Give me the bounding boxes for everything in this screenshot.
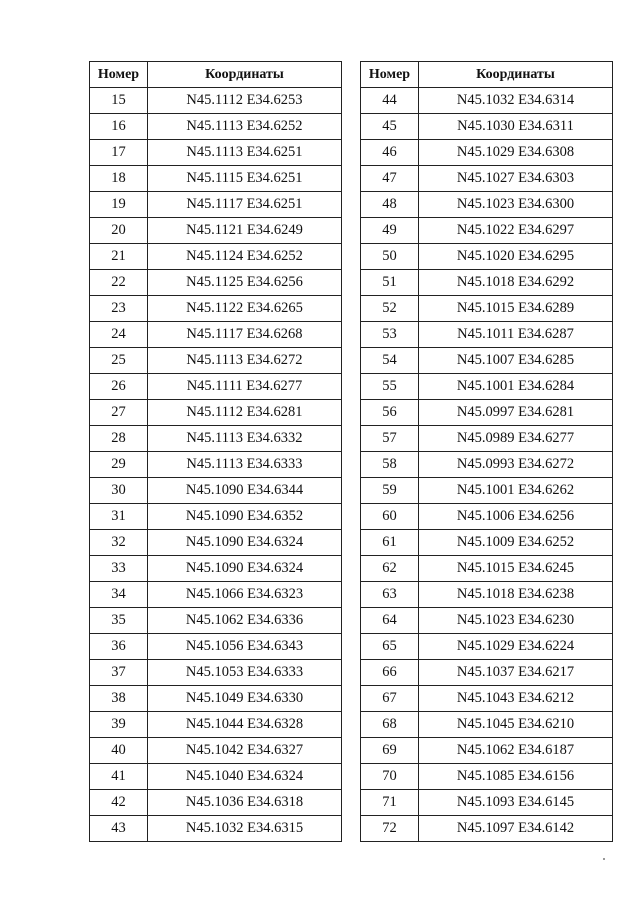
point-number: 31 [90, 504, 148, 530]
point-number: 67 [361, 686, 419, 712]
point-coordinates: N45.1018 E34.6292 [419, 270, 613, 296]
table-row [361, 140, 613, 166]
table-row [361, 270, 613, 296]
table-row [90, 712, 342, 738]
point-number: 29 [90, 452, 148, 478]
table-row [90, 426, 342, 452]
table-row [361, 88, 613, 114]
point-coordinates: N45.1066 E34.6323 [148, 582, 342, 608]
point-number: 27 [90, 400, 148, 426]
point-number: 23 [90, 296, 148, 322]
point-coordinates: N45.1043 E34.6212 [419, 686, 613, 712]
point-coordinates: N45.1032 E34.6315 [148, 816, 342, 842]
point-number: 63 [361, 582, 419, 608]
table-row [361, 608, 613, 634]
point-coordinates: N45.1097 E34.6142 [419, 816, 613, 842]
table-row [361, 712, 613, 738]
point-number: 55 [361, 374, 419, 400]
point-number: 26 [90, 374, 148, 400]
table-row [361, 400, 613, 426]
point-number: 47 [361, 166, 419, 192]
table-row [361, 374, 613, 400]
coordinates-table-right [360, 61, 613, 842]
table-row [90, 738, 342, 764]
point-coordinates: N45.1030 E34.6311 [419, 114, 613, 140]
table-row [90, 296, 342, 322]
table-row [90, 478, 342, 504]
point-coordinates: N45.1117 E34.6268 [148, 322, 342, 348]
point-number: 64 [361, 608, 419, 634]
point-coordinates: N45.1117 E34.6251 [148, 192, 342, 218]
point-coordinates: N45.1037 E34.6217 [419, 660, 613, 686]
point-number: 15 [90, 88, 148, 114]
point-number: 52 [361, 296, 419, 322]
point-coordinates: N45.1090 E34.6344 [148, 478, 342, 504]
point-number: 71 [361, 790, 419, 816]
table-row [90, 686, 342, 712]
point-coordinates: N45.1090 E34.6324 [148, 530, 342, 556]
point-number: 68 [361, 712, 419, 738]
header-coordinates: Координаты [419, 62, 613, 88]
point-coordinates: N45.1023 E34.6300 [419, 192, 613, 218]
point-coordinates: N45.1040 E34.6324 [148, 764, 342, 790]
table-row [90, 192, 342, 218]
table-row [361, 218, 613, 244]
point-coordinates: N45.1111 E34.6277 [148, 374, 342, 400]
point-number: 65 [361, 634, 419, 660]
table-row [90, 166, 342, 192]
table-row [361, 660, 613, 686]
point-number: 45 [361, 114, 419, 140]
table-row [90, 816, 342, 842]
point-coordinates: N45.1023 E34.6230 [419, 608, 613, 634]
point-number: 61 [361, 530, 419, 556]
point-number: 70 [361, 764, 419, 790]
point-coordinates: N45.1042 E34.6327 [148, 738, 342, 764]
scan-speck [603, 858, 605, 860]
point-coordinates: N45.1062 E34.6336 [148, 608, 342, 634]
point-coordinates: N45.1121 E34.6249 [148, 218, 342, 244]
point-coordinates: N45.1009 E34.6252 [419, 530, 613, 556]
point-number: 20 [90, 218, 148, 244]
point-number: 51 [361, 270, 419, 296]
point-coordinates: N45.1015 E34.6245 [419, 556, 613, 582]
point-coordinates: N45.1053 E34.6333 [148, 660, 342, 686]
point-coordinates: N45.1029 E34.6308 [419, 140, 613, 166]
table-row [90, 556, 342, 582]
point-coordinates: N45.1045 E34.6210 [419, 712, 613, 738]
point-coordinates: N45.1015 E34.6289 [419, 296, 613, 322]
header-number: Номер [361, 62, 419, 88]
point-coordinates: N45.1011 E34.6287 [419, 322, 613, 348]
table-row [90, 218, 342, 244]
table-row [90, 322, 342, 348]
table-row [90, 270, 342, 296]
point-coordinates: N45.1056 E34.6343 [148, 634, 342, 660]
point-coordinates: N45.1001 E34.6262 [419, 478, 613, 504]
table-row [361, 504, 613, 530]
point-number: 56 [361, 400, 419, 426]
table-row [90, 88, 342, 114]
table-row [361, 192, 613, 218]
table-row [361, 634, 613, 660]
table-row [361, 322, 613, 348]
point-coordinates: N45.1020 E34.6295 [419, 244, 613, 270]
point-coordinates: N45.0993 E34.6272 [419, 452, 613, 478]
point-coordinates: N45.1122 E34.6265 [148, 296, 342, 322]
point-number: 18 [90, 166, 148, 192]
point-number: 43 [90, 816, 148, 842]
point-number: 66 [361, 660, 419, 686]
table-body [90, 88, 342, 842]
point-number: 30 [90, 478, 148, 504]
table-row [90, 400, 342, 426]
point-coordinates: N45.1112 E34.6253 [148, 88, 342, 114]
point-coordinates: N45.1124 E34.6252 [148, 244, 342, 270]
header-coordinates: Координаты [148, 62, 342, 88]
table-body [361, 88, 613, 842]
point-number: 35 [90, 608, 148, 634]
coordinates-table-left [89, 61, 342, 842]
table-row [361, 244, 613, 270]
point-number: 37 [90, 660, 148, 686]
point-number: 24 [90, 322, 148, 348]
point-coordinates: N45.1029 E34.6224 [419, 634, 613, 660]
table-row [361, 816, 613, 842]
point-coordinates: N45.1090 E34.6352 [148, 504, 342, 530]
point-number: 48 [361, 192, 419, 218]
point-number: 40 [90, 738, 148, 764]
table-header-row [361, 62, 613, 88]
point-number: 44 [361, 88, 419, 114]
point-coordinates: N45.1113 E34.6332 [148, 426, 342, 452]
point-number: 28 [90, 426, 148, 452]
point-number: 16 [90, 114, 148, 140]
point-coordinates: N45.1018 E34.6238 [419, 582, 613, 608]
point-coordinates: N45.1007 E34.6285 [419, 348, 613, 374]
point-number: 59 [361, 478, 419, 504]
point-number: 19 [90, 192, 148, 218]
table-row [90, 504, 342, 530]
point-coordinates: N45.1027 E34.6303 [419, 166, 613, 192]
point-coordinates: N45.1062 E34.6187 [419, 738, 613, 764]
table-row [361, 582, 613, 608]
point-coordinates: N45.1093 E34.6145 [419, 790, 613, 816]
point-number: 17 [90, 140, 148, 166]
point-coordinates: N45.1022 E34.6297 [419, 218, 613, 244]
table-row [361, 686, 613, 712]
point-coordinates: N45.1115 E34.6251 [148, 166, 342, 192]
point-number: 25 [90, 348, 148, 374]
point-number: 33 [90, 556, 148, 582]
table-row [361, 166, 613, 192]
table-row [361, 764, 613, 790]
point-number: 50 [361, 244, 419, 270]
table-row [90, 348, 342, 374]
point-number: 53 [361, 322, 419, 348]
point-coordinates: N45.1090 E34.6324 [148, 556, 342, 582]
point-coordinates: N45.1113 E34.6252 [148, 114, 342, 140]
point-coordinates: N45.1049 E34.6330 [148, 686, 342, 712]
point-number: 22 [90, 270, 148, 296]
point-coordinates: N45.1113 E34.6272 [148, 348, 342, 374]
point-number: 46 [361, 140, 419, 166]
table-header-row [90, 62, 342, 88]
point-number: 36 [90, 634, 148, 660]
point-coordinates: N45.1113 E34.6333 [148, 452, 342, 478]
point-coordinates: N45.0989 E34.6277 [419, 426, 613, 452]
table-row [361, 114, 613, 140]
table-row [90, 608, 342, 634]
point-number: 72 [361, 816, 419, 842]
point-number: 38 [90, 686, 148, 712]
table-row [90, 374, 342, 400]
point-number: 57 [361, 426, 419, 452]
point-number: 62 [361, 556, 419, 582]
point-coordinates: N45.1113 E34.6251 [148, 140, 342, 166]
table-row [361, 348, 613, 374]
point-coordinates: N45.1032 E34.6314 [419, 88, 613, 114]
point-number: 34 [90, 582, 148, 608]
table-row [361, 478, 613, 504]
point-number: 58 [361, 452, 419, 478]
table-row [361, 556, 613, 582]
point-number: 32 [90, 530, 148, 556]
table-row [361, 296, 613, 322]
table-row [90, 244, 342, 270]
point-coordinates: N45.1044 E34.6328 [148, 712, 342, 738]
point-number: 21 [90, 244, 148, 270]
table-row [90, 114, 342, 140]
table-row [361, 426, 613, 452]
point-number: 69 [361, 738, 419, 764]
point-coordinates: N45.1112 E34.6281 [148, 400, 342, 426]
table-row [90, 660, 342, 686]
table-row [90, 452, 342, 478]
point-number: 39 [90, 712, 148, 738]
table-row [90, 140, 342, 166]
point-coordinates: N45.1085 E34.6156 [419, 764, 613, 790]
table-row [361, 530, 613, 556]
point-coordinates: N45.1001 E34.6284 [419, 374, 613, 400]
table-row [90, 530, 342, 556]
point-number: 54 [361, 348, 419, 374]
table-row [361, 738, 613, 764]
point-number: 60 [361, 504, 419, 530]
point-coordinates: N45.1036 E34.6318 [148, 790, 342, 816]
table-row [361, 452, 613, 478]
point-coordinates: N45.1006 E34.6256 [419, 504, 613, 530]
point-coordinates: N45.0997 E34.6281 [419, 400, 613, 426]
table-row [90, 764, 342, 790]
table-row [90, 790, 342, 816]
point-coordinates: N45.1125 E34.6256 [148, 270, 342, 296]
point-number: 49 [361, 218, 419, 244]
header-number: Номер [90, 62, 148, 88]
table-row [90, 634, 342, 660]
table-row [90, 582, 342, 608]
point-number: 42 [90, 790, 148, 816]
table-row [361, 790, 613, 816]
point-number: 41 [90, 764, 148, 790]
